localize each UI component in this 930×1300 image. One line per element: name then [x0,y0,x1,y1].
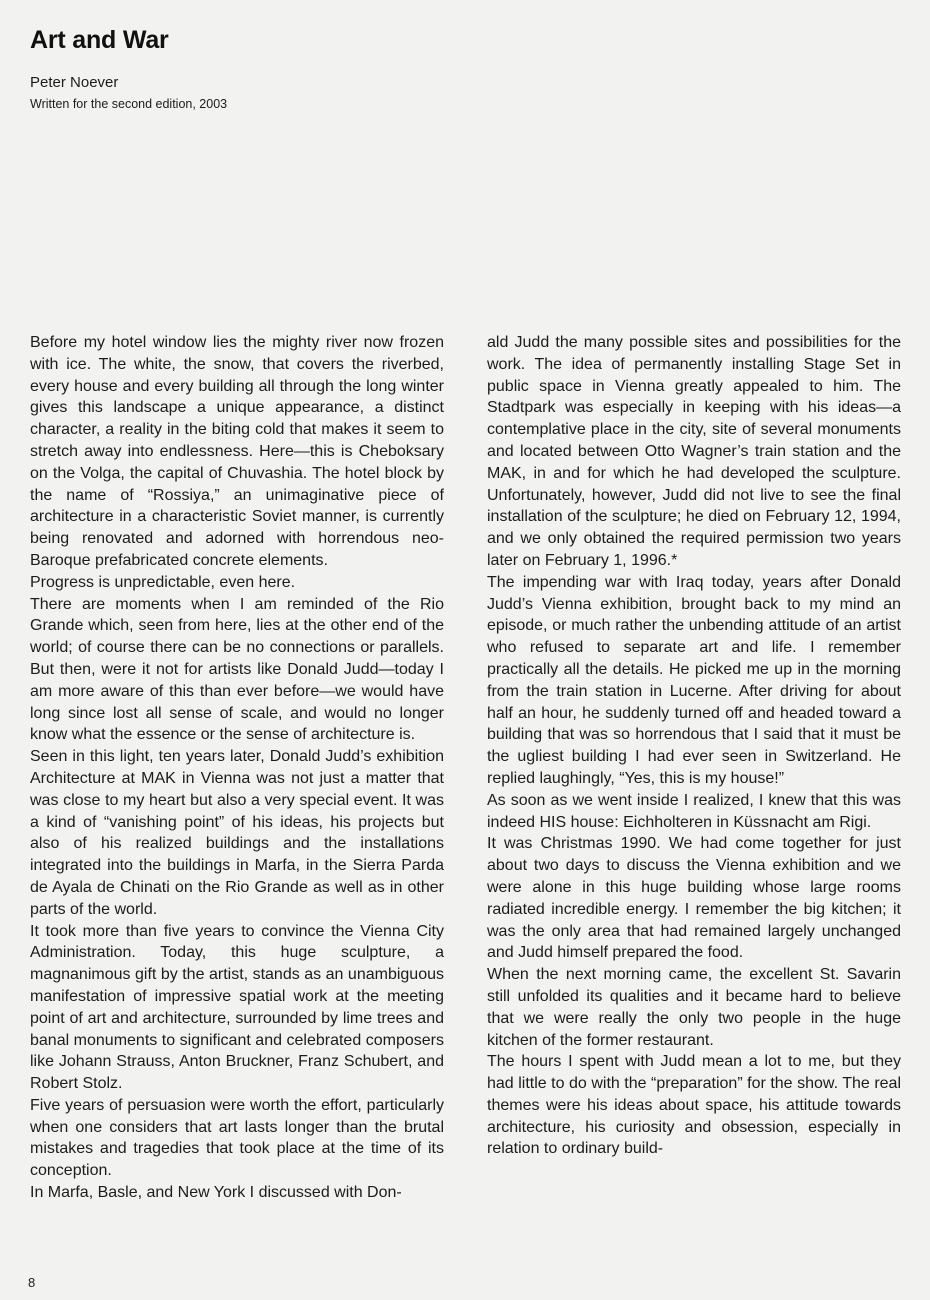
paragraph: The impending war with Iraq today, years after Donald Judd’s Vienna exhibition, brought back to my mind an episode, or much rather the unbending attitude of an artist who refused to separate art and life. I remember practically all the details. He picked me up in the morning from the train station in Lucerne. After driving for about half an hour, he suddenly turned off and headed toward a building that was so horrendous that I said that it must be the ugliest building I had ever seen in Switzerland. He replied laughingly, “Yes, this is my house!” [487,573,901,787]
paragraph: In Marfa, Basle, and New York I discussed with Don- [30,1184,402,1202]
paragraph: It took more than five years to convince the Vienna City Administration. Today, this huge sculpture, a magnanimous gift by the artist, stands as an unambiguous manifestation of impressive spatial work at the meeting point of art and architecture, surrounded by lime trees and banal monuments to significant and celebrated composers like Johann Strauss, Anton Bruckner, Franz Schubert, and Robert Stolz. [30,922,444,1093]
paragraph: Before my hotel window lies the mighty river now frozen with ice. The white, the snow, that covers the riverbed, every house and every building all through the long winter gives this landscape a unique appearance, a distinct character, a reality in the biting cold that makes it seem to stretch away into endlessness. Here—this is Cheboksary on the Volga, the capital of Chuvashia. The hotel block by the name of “Rossiya,” an unimaginative piece of architecture in a characteristic Soviet manner, is currently being renovated and adorned with horrendous neo-Baroque prefabricated concrete elements. [30,334,444,569]
page-title: Art and War [30,26,169,54]
paragraph: There are moments when I am reminded of the Rio Grande which, seen from here, lies at the other end of the world; of course there can be no connections or parallels. But then, were it not for artists like Donald Judd—today I am more aware of this than ever before—we would have long since lost all sense of scale, and would no longer know what the essence or the sense of architecture is. [30,595,444,744]
paragraph: The hours I spent with Judd mean a lot to me, but they had little to do with the “preparation” for the show. The real themes were his ideas about space, his attitude towards architecture, his curiosity and obsession, especially in relation to ordinary build- [487,1053,901,1158]
paragraph: It was Christmas 1990. We had come together for just about two days to discuss the Vienna exhibition and we were alone in this huge building whose large rooms radiated incredible energy. I remember the big kitchen; it was the only area that had remained largely unchanged and Judd himself prepared the food. [487,835,901,962]
paragraph: Seen in this light, ten years later, Donald Judd’s exhibition Architecture at MAK in Vienna was not just a matter that was close to my heart but also a very special event. It was a kind of “vanishing point” of his ideas, his projects but also of his realized buildings and the installations integrated into the buildings in Marfa, in the Sierra Parda de Ayala de Chinati on the Rio Grande as well as in other parts of the world. [30,748,444,918]
paragraph: ald Judd the many possible sites and possibilities for the work. The idea of permanently installing Stage Set in public space in Vienna greatly appealed to him. The Stadtpark was especially in keeping with his ideas—a contemplative place in the city, site of several monuments and located between Otto Wagner’s train station and the MAK, in and for which he had developed the sculpture. Unfortunately, however, Judd did not live to see the final installation of the sculpture; he died on February 12, 1994, and we only obtained the required permission two years later on February 1, 1996.* [487,334,901,569]
body-column-right [487,332,901,1160]
paragraph: Five years of persuasion were worth the effort, particularly when one considers that art lasts longer than the brutal mistakes and tragedies that took place at the time of its conception. [30,1096,444,1180]
paragraph: As soon as we went inside I realized, I knew that this was indeed HIS house: Eichholteren in Küssnacht am Rigi. [487,791,901,831]
page-number: 8 [28,1275,36,1290]
paragraph: Progress is unpredictable, even here. [30,573,296,591]
author-name: Peter Noever [30,74,119,91]
edition-note: Written for the second edition, 2003 [30,97,228,111]
body-column-left [30,332,444,1204]
paragraph: When the next morning came, the excellent St. Savarin still unfolded its qualities and it became hard to believe that we were really the only two people in the huge kitchen of the former restaurant. [487,966,901,1049]
